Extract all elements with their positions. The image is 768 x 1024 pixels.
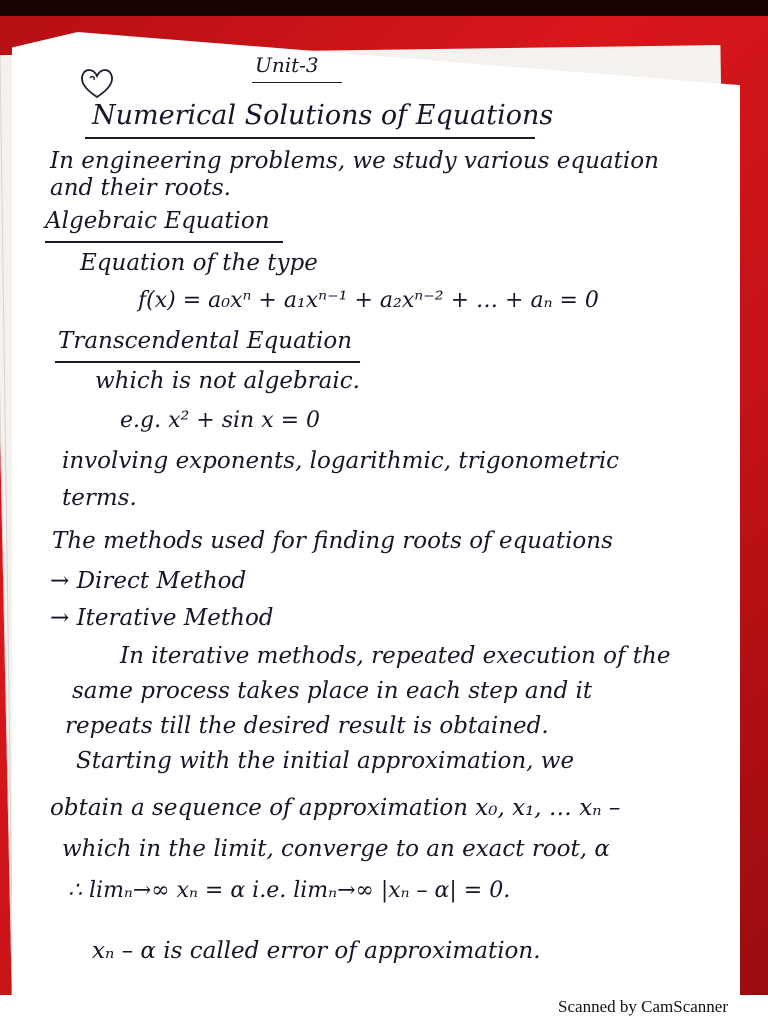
intro-line-2: and their roots. [50, 175, 231, 201]
scanner-footer [0, 995, 768, 1024]
scanner-label: Scanned by CamScanner [558, 997, 728, 1016]
limit-line: ∴ limₙ→∞ xₙ = α i.e. limₙ→∞ |xₙ – α| = 0. [68, 878, 511, 903]
dark-top-strip [0, 0, 768, 16]
involving-line-1: involving exponents, logarithmic, trigonometric [62, 448, 620, 474]
iterative-line-1: In iterative methods, repeated execution of the [120, 643, 671, 669]
algebraic-description: Equation of the type [80, 250, 318, 276]
transcendental-example: e.g. x² + sin x = 0 [120, 408, 321, 433]
error-line: xₙ – α is called error of approximation. [92, 938, 541, 964]
iterative-line-2: same process takes place in each step and it [72, 678, 593, 704]
iterative-line-3: repeats till the desired result is obtained. [65, 713, 549, 739]
iterative-line-4: Starting with the initial approximation, we [76, 748, 575, 774]
algebraic-underline [45, 241, 283, 243]
transcendental-underline [55, 361, 360, 363]
transcendental-description: which is not algebraic. [95, 368, 360, 394]
algebraic-formula: f(x) = a₀xⁿ + a₁xⁿ⁻¹ + a₂xⁿ⁻² + … + aₙ = 0 [138, 288, 599, 313]
unit-label: Unit-3 [255, 53, 319, 77]
algebraic-heading: Algebraic Equation [45, 208, 270, 234]
page-title: Numerical Solutions of Equations [92, 100, 554, 131]
involving-line-2: terms. [62, 485, 137, 511]
method-direct: → Direct Method [50, 568, 247, 594]
transcendental-heading: Transcendental Equation [58, 328, 353, 354]
method-iterative: → Iterative Method [50, 605, 274, 631]
intro-line-1: In engineering problems, we study various equation [50, 148, 659, 174]
iterative-line-6: which in the limit, converge to an exact root, α [62, 836, 610, 862]
heart-doodle-icon [78, 66, 116, 100]
title-underline [85, 137, 535, 139]
methods-intro: The methods used for finding roots of equations [52, 528, 613, 554]
unit-underline [252, 82, 342, 83]
iterative-line-5: obtain a sequence of approximation x₀, x₁, … xₙ – [50, 795, 621, 821]
